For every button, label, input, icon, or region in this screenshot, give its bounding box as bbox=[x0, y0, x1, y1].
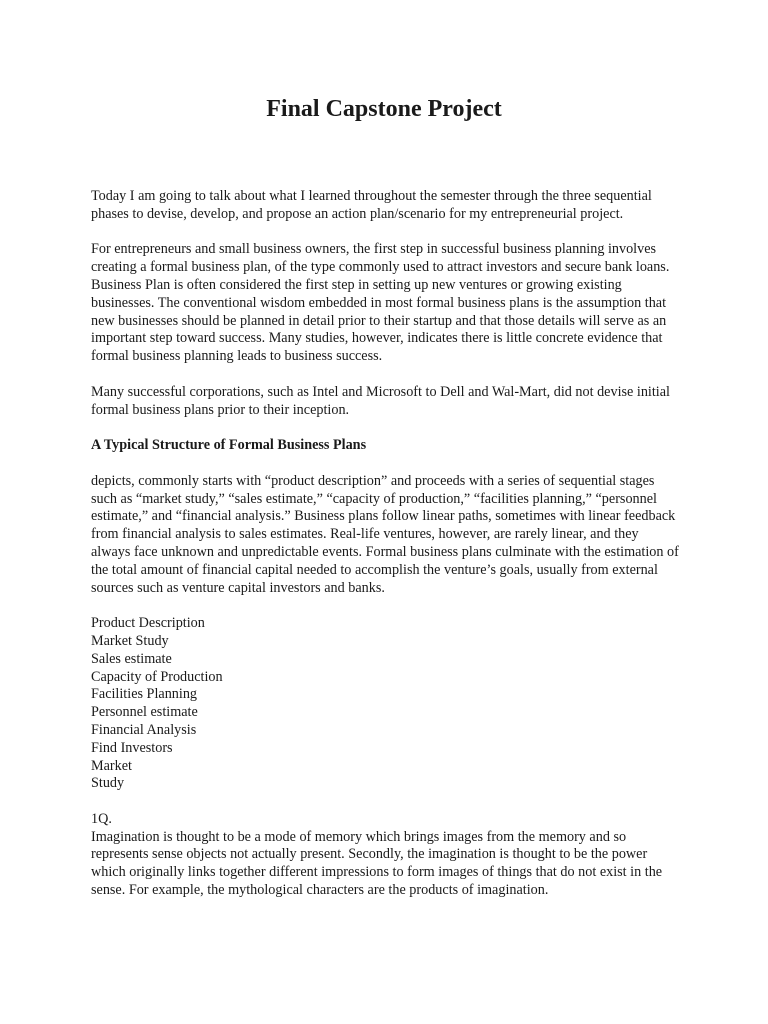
list-item: Sales estimate bbox=[91, 650, 172, 667]
depicts-paragraph: depicts, commonly starts with “product description” and proceeds with a series of sequential stages such as “market study,” “sales estimate,” “capacity of production,” “facilities planning,” “personnel estimate,” and “financial analysis.” Business plans follow linear paths, sometimes with linear feedback from financial analysis to sales estimates. Real-life ventures, however, are rarely linear, and they always face unknown and unpredictable events. Formal business plans culminate with the estimation of the total amount of financial capital needed to accomplish the venture’s goals, usually from external sources such as venture capital investors and banks. bbox=[91, 472, 679, 596]
imagination-paragraph: Imagination is thought to be a mode of memory which brings images from the memory and so represents sense objects not actually present. Secondly, the imagination is thought to be the power which originally links together different impressions to form images of things that do not exist in the sense. For example, the mythological characters are the products of imagination. bbox=[91, 828, 663, 899]
page-title: Final Capstone Project bbox=[266, 96, 502, 122]
section-heading: A Typical Structure of Formal Business Plans bbox=[91, 437, 367, 454]
intro-paragraph: Today I am going to talk about what I learned throughout the semester through the three sequential phases to devise, develop, and propose an action plan/scenario for my entrepreneurial project. bbox=[91, 188, 652, 222]
list-item: Study bbox=[91, 775, 125, 792]
small-business-paragraph: For entrepreneurs and small business owners, the first step in successful business planning involves creating a formal business plan, of the type commonly used to attract investors and secure bank loans. bbox=[91, 241, 670, 276]
list-item: Financial Analysis bbox=[91, 721, 197, 738]
list-item: Find Investors bbox=[91, 739, 173, 756]
plan-stages-list bbox=[91, 615, 681, 793]
document-body bbox=[91, 188, 681, 918]
list-item: Product Description bbox=[91, 615, 205, 632]
list-item: Market Study bbox=[91, 632, 169, 649]
list-item: Market bbox=[91, 757, 132, 774]
list-item: Facilities Planning bbox=[91, 686, 198, 703]
corporations-paragraph: Many successful corporations, such as Intel and Microsoft to Dell and Wal-Mart, did not devise initial formal business plans prior to their inception. bbox=[91, 383, 670, 418]
list-item: Personnel estimate bbox=[91, 704, 198, 721]
question-label: 1Q. bbox=[91, 810, 112, 827]
list-item: Capacity of Production bbox=[91, 668, 223, 685]
business-plan-paragraph: Business Plan is often considered the first step in setting up new ventures or growing existing businesses. The conventional wisdom embedded in most formal business plans is the assumption that new businesses should be planned in detail prior to their startup and that those details will serve as an important step toward success. Many studies, however, indicates there is little concrete evidence that formal business planning leads to business success. bbox=[91, 276, 667, 365]
